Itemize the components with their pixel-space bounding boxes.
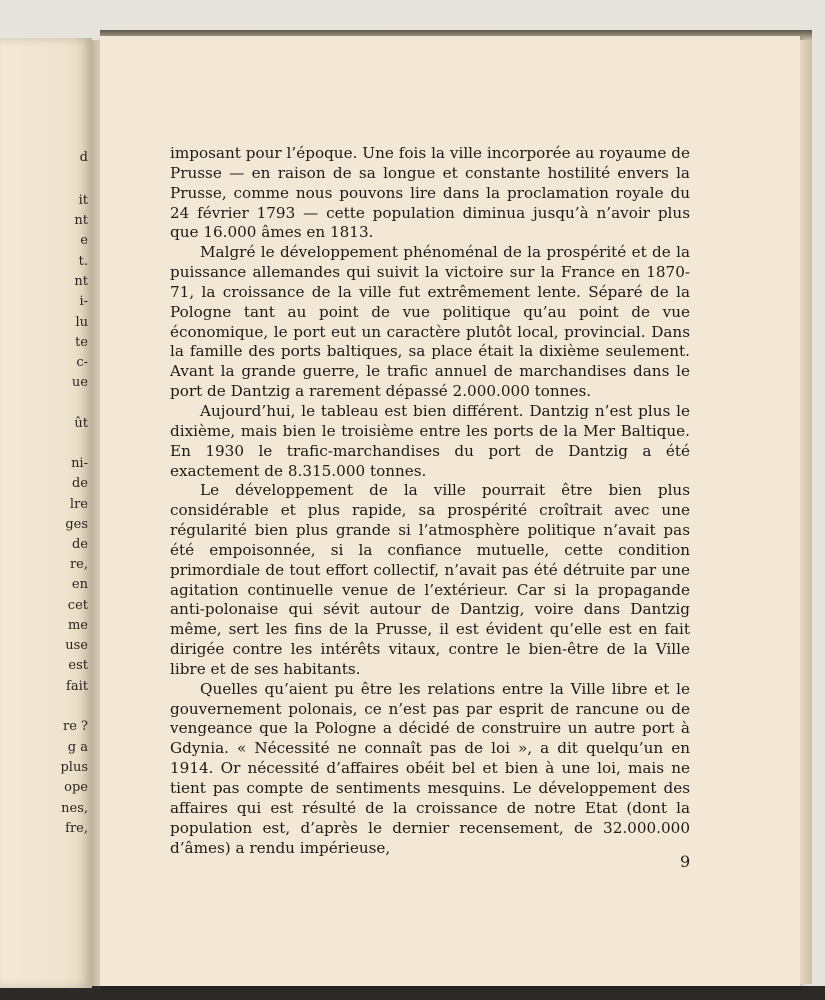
left-page-fragment: e: [80, 233, 88, 248]
paragraph: imposant pour l’époque. Une fois la ville incorporée au royaume de Prusse — en raison de sa longue et constante hostilité envers la Prusse, comme nous pouvons lire dans la proclamation royale du 24 février 1793 — cette population diminua jusqu’à n’avoir plus que 16.000 âmes en 1813.: [170, 144, 690, 242]
left-page-fragment: fait: [66, 679, 88, 694]
page-stack-edge: [800, 40, 812, 984]
left-page-fragment: re ?: [62, 719, 88, 734]
left-page-fragment: lu: [75, 315, 88, 330]
left-page-fragment: est: [68, 658, 88, 673]
left-page-fragment: ges: [65, 517, 88, 532]
left-page-fragment: i-: [79, 294, 88, 309]
left-page-fragment: nt: [74, 213, 88, 228]
left-page-fragment: cet: [67, 598, 88, 613]
page-number: 9: [680, 852, 691, 871]
left-page-fragment: de: [71, 476, 88, 491]
left-page-fragment: use: [65, 638, 88, 653]
left-page-fragment: g a: [67, 740, 88, 755]
left-page-fragment: lre: [69, 497, 88, 512]
left-page-fragment: ope: [64, 780, 88, 795]
left-page-fragment: ni-: [71, 456, 88, 471]
left-page-fragment: te: [75, 335, 88, 350]
paragraph: Le développement de la ville pourrait être bien plus considérable et plus rapide, sa prospérité croîtrait avec une régularité bien plus grande si l’atmosphère politique n’avait pas été empoisonnée, si la confiance mutuelle, cette condition primordiale de tout effort collectif, n’avait pas été détruite par une agitation continuelle venue de l’extérieur. Car si la propagande anti-polonaise qui sévit autour de Dantzig, voire dans Dantzig même, sert les fins de la Prusse, il est évident qu’elle est en fait dirigée contre les intérêts vitaux, contre le bien-être de la Ville libre et de ses habitants.: [170, 481, 690, 678]
scanner-edge: [0, 986, 825, 1000]
left-page: [0, 38, 92, 988]
left-page-fragment: en: [71, 577, 88, 592]
left-page-fragment: c-: [76, 355, 88, 370]
left-page-fragment: it: [78, 193, 88, 208]
left-page-fragment: de: [71, 537, 88, 552]
left-page-fragment: plus: [60, 760, 88, 775]
left-page-fragment: t.: [78, 254, 88, 269]
left-page-fragment: me: [67, 618, 88, 633]
left-page-fragment: fre,: [65, 821, 88, 836]
left-page-fragment: d: [79, 150, 88, 165]
left-page-fragment: nt: [74, 274, 88, 289]
left-page-fragment: ue: [71, 375, 88, 390]
body-text: [170, 144, 690, 858]
left-page-fragment: nes,: [61, 801, 88, 816]
paragraph: Aujourd’hui, le tableau est bien différent. Dantzig n’est plus le dixième, mais bien le troisième entre les ports de la Mer Baltique. En 1930 le trafic-marchandises du port de Dantzig a été exactement de 8.315.000 tonnes.: [170, 401, 690, 480]
left-page-fragment: re,: [69, 557, 88, 572]
paragraph: Malgré le développement phénoménal de la prospérité et de la puissance allemandes qui suivit la victoire sur la France en 1870-71, la croissance de la ville fut extrêmement lente. Séparé de la Pologne tant au point de vue politique qu’au point de vue économique, le port eut un caractère plutôt local, provincial. Dans la famille des ports baltiques, sa place était la dixième seulement. Avant la grande guerre, le trafic annuel de marchandises dans le port de Dantzig a rarement dépassé 2.000.000 tonnes.: [170, 243, 690, 401]
left-page-fragment: ût: [74, 416, 88, 431]
paragraph: Quelles qu’aient pu être les relations entre la Ville libre et le gouvernement polonais, ce n’est pas par esprit de rancune ou de vengeance que la Pologne a décidé de construire un autre port à Gdynia. « Nécessité ne connaît pas de loi », a dit quelqu’un en 1914. Or nécessité d’affaires obéit bel et bien à une loi, mais ne tient pas compte de sentiments mesquins. Le développement des affaires qui est résulté de la croissance de notre Etat (dont la population est, d’après le dernier recensement, de 32.000.000 d’âmes) a rendu impérieuse,: [170, 679, 690, 857]
